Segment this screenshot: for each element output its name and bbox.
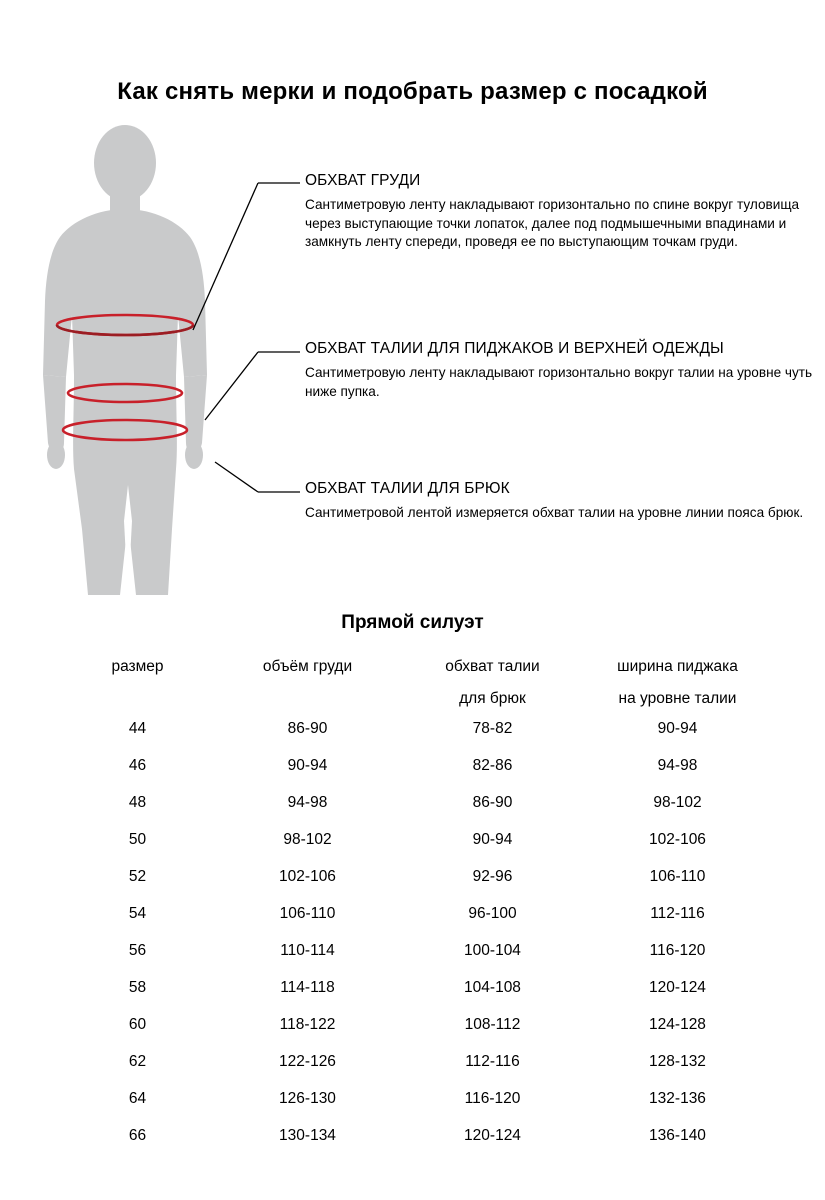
table-row (60, 784, 770, 821)
cell-size: 66 (128, 1126, 147, 1144)
cell-waist-trousers: 100-104 (464, 941, 521, 959)
cell-chest: 98-102 (283, 830, 332, 848)
callout-chest-body: Сантиметровую ленту накладывают горизонтально по спине вокруг туловища через выступающие точки лопаток, далее под подмышечными впадинами и замкнуть ленту спереди, проведя ее по выступающим точкам груди. (305, 197, 800, 249)
cell-jacket-width: 90-94 (657, 719, 698, 737)
column-header-jacket-width (585, 658, 770, 710)
cell-size: 54 (128, 904, 147, 922)
cell-waist-trousers: 108-112 (464, 1015, 521, 1033)
table-header-row (60, 658, 770, 710)
callout-waist-jacket-heading: ОБХВАТ ТАЛИИ ДЛЯ ПИДЖАКОВ И ВЕРХНЕЙ ОДЕЖДЫ (305, 340, 724, 357)
column-header-chest-line1: объём груди (262, 658, 353, 675)
cell-chest: 122-126 (279, 1052, 336, 1070)
body-silhouette (43, 125, 207, 595)
table-row (60, 1117, 770, 1154)
table-row (60, 821, 770, 858)
cell-chest: 126-130 (279, 1089, 336, 1107)
cell-waist-trousers: 96-100 (468, 904, 517, 922)
cell-waist-trousers: 82-86 (472, 756, 513, 774)
callout-chest (305, 172, 815, 252)
cell-jacket-width: 98-102 (653, 793, 702, 811)
cell-jacket-width: 128-132 (649, 1052, 706, 1070)
cell-chest: 102-106 (279, 867, 336, 885)
cell-waist-trousers: 86-90 (472, 793, 513, 811)
cell-jacket-width: 94-98 (657, 756, 698, 774)
cell-waist-trousers: 116-120 (464, 1089, 521, 1107)
column-header-waist-trousers-line2: для брюк (459, 690, 526, 707)
table-row (60, 1043, 770, 1080)
cell-waist-trousers: 120-124 (464, 1126, 521, 1144)
cell-chest: 130-134 (279, 1126, 336, 1144)
table-row (60, 1006, 770, 1043)
table-row (60, 710, 770, 747)
table-body (60, 710, 770, 1154)
callout-waist-trousers-heading: ОБХВАТ ТАЛИИ ДЛЯ БРЮК (305, 480, 510, 497)
table-row (60, 895, 770, 932)
column-header-waist-trousers-line1: обхват талии (445, 658, 540, 675)
column-header-jacket-width-line1: ширина пиджака (617, 658, 738, 675)
size-table (60, 658, 770, 1154)
cell-waist-trousers: 92-96 (472, 867, 513, 885)
cell-jacket-width: 120-124 (649, 978, 706, 996)
column-header-jacket-width-line2: на уровне талии (618, 690, 737, 707)
callout-waist-trousers-body: Сантиметровой лентой измеряется обхват талии на уровне линии пояса брюк. (305, 505, 804, 520)
column-header-size (60, 658, 215, 710)
callout-waist-jacket-body: Сантиметровую ленту накладывают горизонтально вокруг талии на уровне чуть ниже пупка. (305, 365, 813, 399)
page-title: Как снять мерки и подобрать размер с посадкой (117, 78, 708, 105)
cell-size: 60 (128, 1015, 147, 1033)
cell-jacket-width: 132-136 (649, 1089, 706, 1107)
callout-waist-jacket (305, 340, 820, 401)
table-title: Прямой силуэт (341, 612, 484, 633)
cell-jacket-width: 112-116 (650, 904, 705, 922)
cell-chest: 118-122 (279, 1015, 336, 1033)
column-header-size-line1: размер (111, 658, 164, 675)
cell-size: 52 (128, 867, 147, 885)
cell-jacket-width: 102-106 (649, 830, 706, 848)
table-row (60, 932, 770, 969)
table-row (60, 1080, 770, 1117)
cell-waist-trousers: 112-116 (465, 1052, 520, 1070)
table-row (60, 747, 770, 784)
cell-jacket-width: 136-140 (649, 1126, 706, 1144)
cell-chest: 110-114 (280, 941, 335, 959)
cell-waist-trousers: 104-108 (464, 978, 521, 996)
table-row (60, 858, 770, 895)
cell-jacket-width: 116-120 (649, 941, 706, 959)
cell-chest: 94-98 (287, 793, 328, 811)
cell-chest: 86-90 (287, 719, 328, 737)
column-header-chest (215, 658, 400, 710)
cell-size: 58 (128, 978, 147, 996)
cell-chest: 106-110 (279, 904, 336, 922)
cell-size: 62 (128, 1052, 147, 1070)
cell-size: 56 (128, 941, 147, 959)
callout-chest-heading: ОБХВАТ ГРУДИ (305, 172, 421, 189)
cell-size: 64 (128, 1089, 147, 1107)
cell-waist-trousers: 90-94 (472, 830, 513, 848)
cell-jacket-width: 124-128 (649, 1015, 706, 1033)
cell-jacket-width: 106-110 (649, 867, 706, 885)
body-figure-illustration (20, 125, 290, 605)
column-header-waist-trousers (400, 658, 585, 710)
cell-size: 48 (128, 793, 147, 811)
cell-chest: 90-94 (287, 756, 328, 774)
cell-size: 50 (128, 830, 147, 848)
cell-size: 44 (128, 719, 147, 737)
cell-size: 46 (128, 756, 147, 774)
cell-chest: 114-118 (280, 978, 335, 996)
callout-waist-trousers (305, 480, 805, 523)
cell-waist-trousers: 78-82 (472, 719, 513, 737)
table-row (60, 969, 770, 1006)
